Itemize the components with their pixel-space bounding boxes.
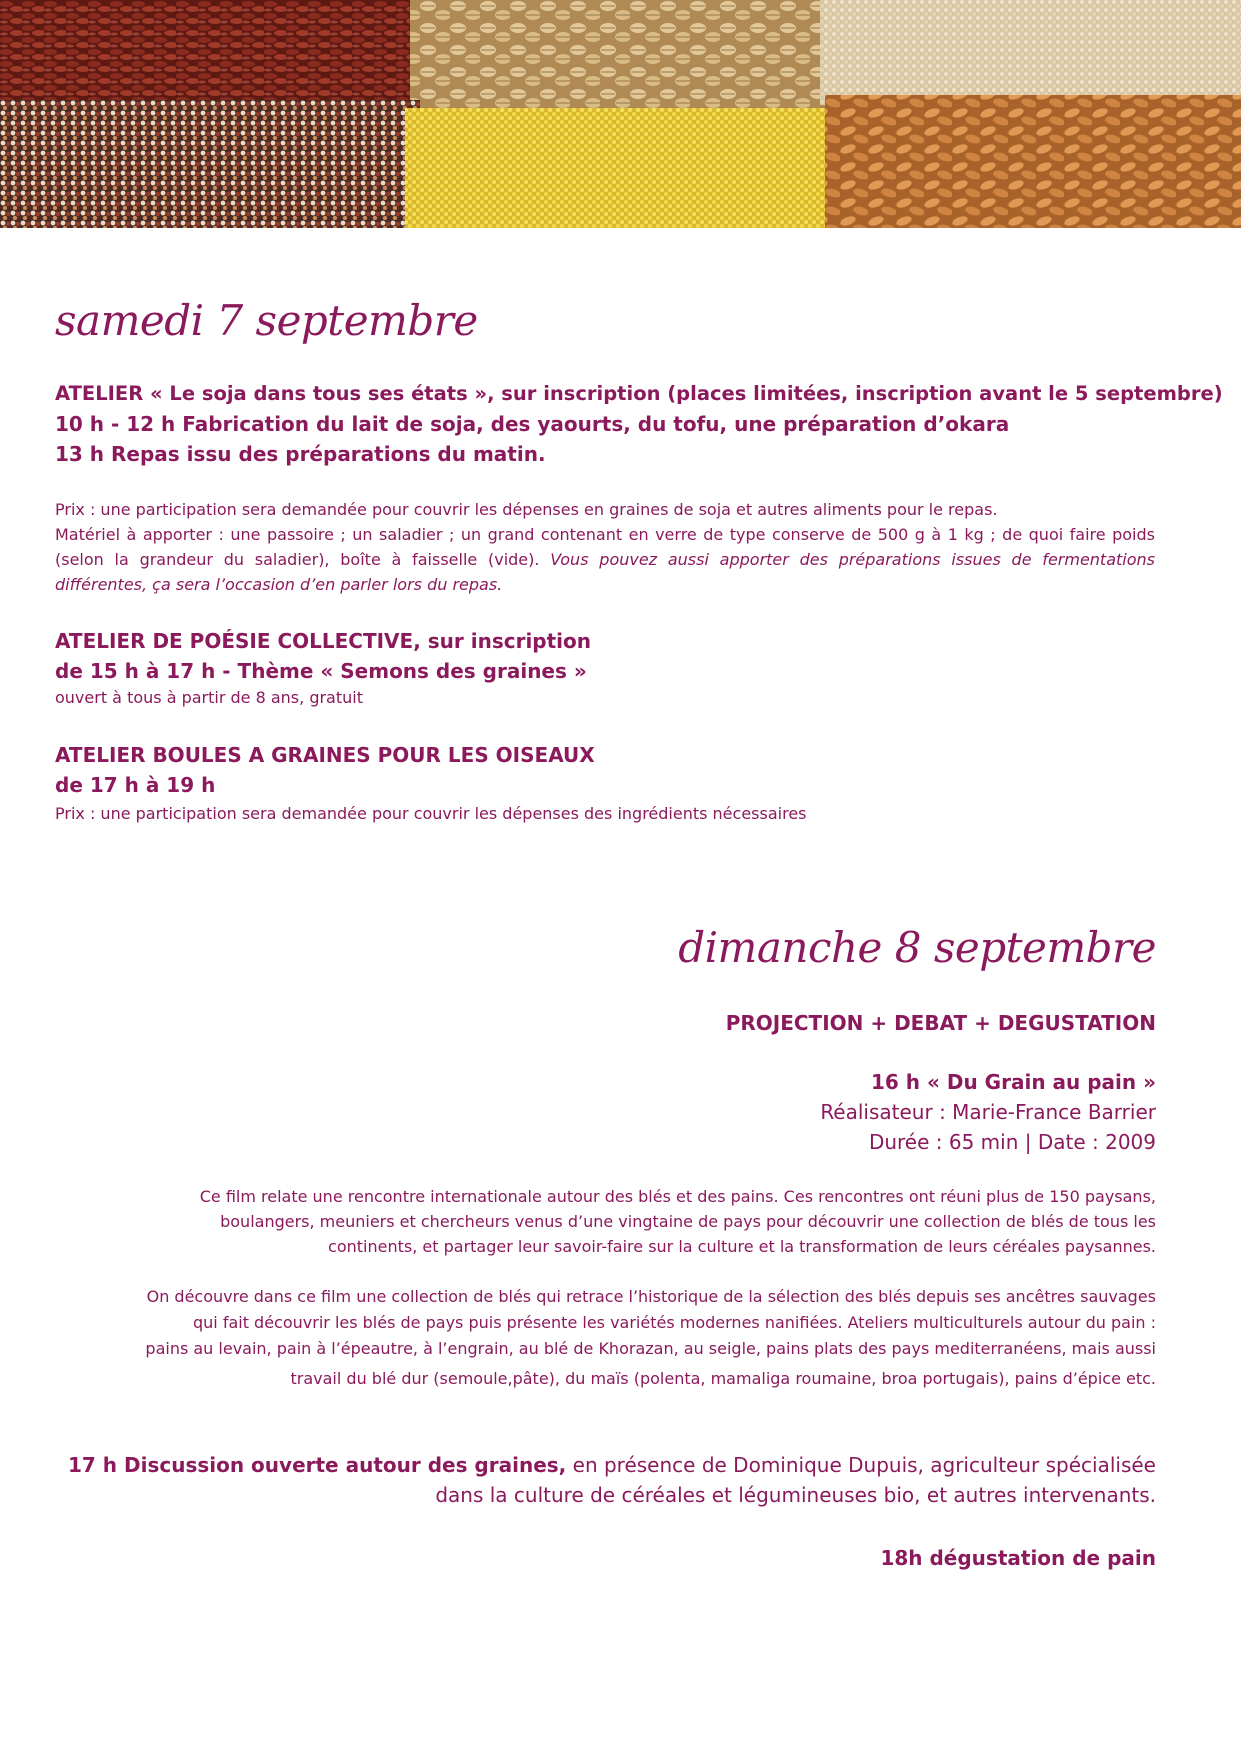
bird-seed-workshop-schedule: de 17 h à 19 h — [55, 773, 216, 797]
film-description-2-line: pains au levain, pain à l’épeautre, à l’engrain, au blé de Khorazan, au seigle, pains plats des pays mediterranéens, mais aussi — [145, 1339, 1156, 1358]
poetry-workshop-schedule: de 15 h à 17 h - Thème « Semons des graines » — [55, 659, 587, 683]
film-description-1-line: boulangers, meuniers et chercheurs venus d’une vingtaine de pays pour découvrir une collection de blés de tous les — [220, 1212, 1156, 1231]
sunday-heading: dimanche 8 septembre — [678, 923, 1156, 972]
sunday-program-subtitle: PROJECTION + DEBAT + DEGUSTATION — [725, 1011, 1156, 1035]
film-description-1-line: Ce film relate une rencontre internationale autour des blés et des pains. Ces rencontres ont réuni plus de 150 paysans, — [199, 1187, 1156, 1206]
discussion-line-1 — [56, 1450, 1156, 1480]
bird-seed-workshop-price: Prix : une participation sera demandée pour couvrir les dépenses des ingrédients nécessaires — [55, 804, 807, 823]
discussion-block — [56, 1450, 1156, 1510]
film-description-1 — [76, 1184, 1156, 1259]
bird-seed-workshop-title: ATELIER BOULES A GRAINES POUR LES OISEAUX — [55, 743, 595, 767]
soja-material-note: Vous pouvez aussi apporter des préparations issues de fermentations différentes, ça sera l’occasion d’en parler lors du repas. — [55, 550, 1155, 594]
soja-material-text: Matériel à apporter : une passoire ; un saladier ; un grand contenant en verre de type conserve de 500 g à 1 kg ; de quoi faire poids (selon la grandeur du saladier), boîte à faisselle (vide). — [55, 525, 1155, 569]
film-description-2-line: qui fait découvrir les blés de pays puis présente les variétés modernes nanifiées. Ateliers multiculturels autour du pain : — [192, 1313, 1156, 1332]
soja-morning-schedule: 10 h - 12 h Fabrication du lait de soja, des yaourts, du tofu, une préparation d’okara — [55, 412, 1010, 436]
bread-tasting: 18h dégustation de pain — [880, 1546, 1156, 1570]
soja-lunch-schedule: 13 h Repas issu des préparations du matin. — [55, 442, 546, 466]
poetry-workshop-info: ouvert à tous à partir de 8 ans, gratuit — [55, 688, 363, 707]
film-description-2-line: On découvre dans ce film une collection de blés qui retrace l’historique de la sélection des blés depuis ses ancêtres sauvages — [146, 1287, 1156, 1306]
discussion-line-2: dans la culture de céréales et légumineuses bio, et autres intervenants. — [435, 1483, 1156, 1507]
discussion-title: 17 h Discussion ouverte autour des graines, — [68, 1453, 567, 1477]
soja-workshop-title: ATELIER « Le soja dans tous ses états », sur inscription (places limitées, inscription avant le 5 septembre) — [55, 382, 1223, 405]
film-description-1-line: continents, et partager leur savoir-faire sur la culture et la transformation de leurs céréales paysannes. — [328, 1237, 1156, 1256]
film-description-2-line: travail du blé dur (semoule,pâte), du maïs (polenta, mamaliga roumaine, broa portugais), pains d’épice etc. — [290, 1369, 1156, 1388]
discussion-speaker: en présence de Dominique Dupuis, agriculteur spécialisée — [566, 1453, 1156, 1477]
soja-price: Prix : une participation sera demandée pour couvrir les dépenses en graines de soja et autres aliments pour le repas. — [55, 500, 998, 519]
soja-material — [55, 522, 1155, 597]
film-director: Réalisateur : Marie-France Barrier — [820, 1100, 1156, 1124]
saturday-heading: samedi 7 septembre — [55, 296, 478, 345]
film-title: 16 h « Du Grain au pain » — [871, 1070, 1156, 1094]
film-description-2 — [26, 1284, 1156, 1392]
poetry-workshop-title: ATELIER DE POÉSIE COLLECTIVE, sur inscription — [55, 629, 592, 653]
film-duration-date: Durée : 65 min | Date : 2009 — [868, 1130, 1156, 1154]
